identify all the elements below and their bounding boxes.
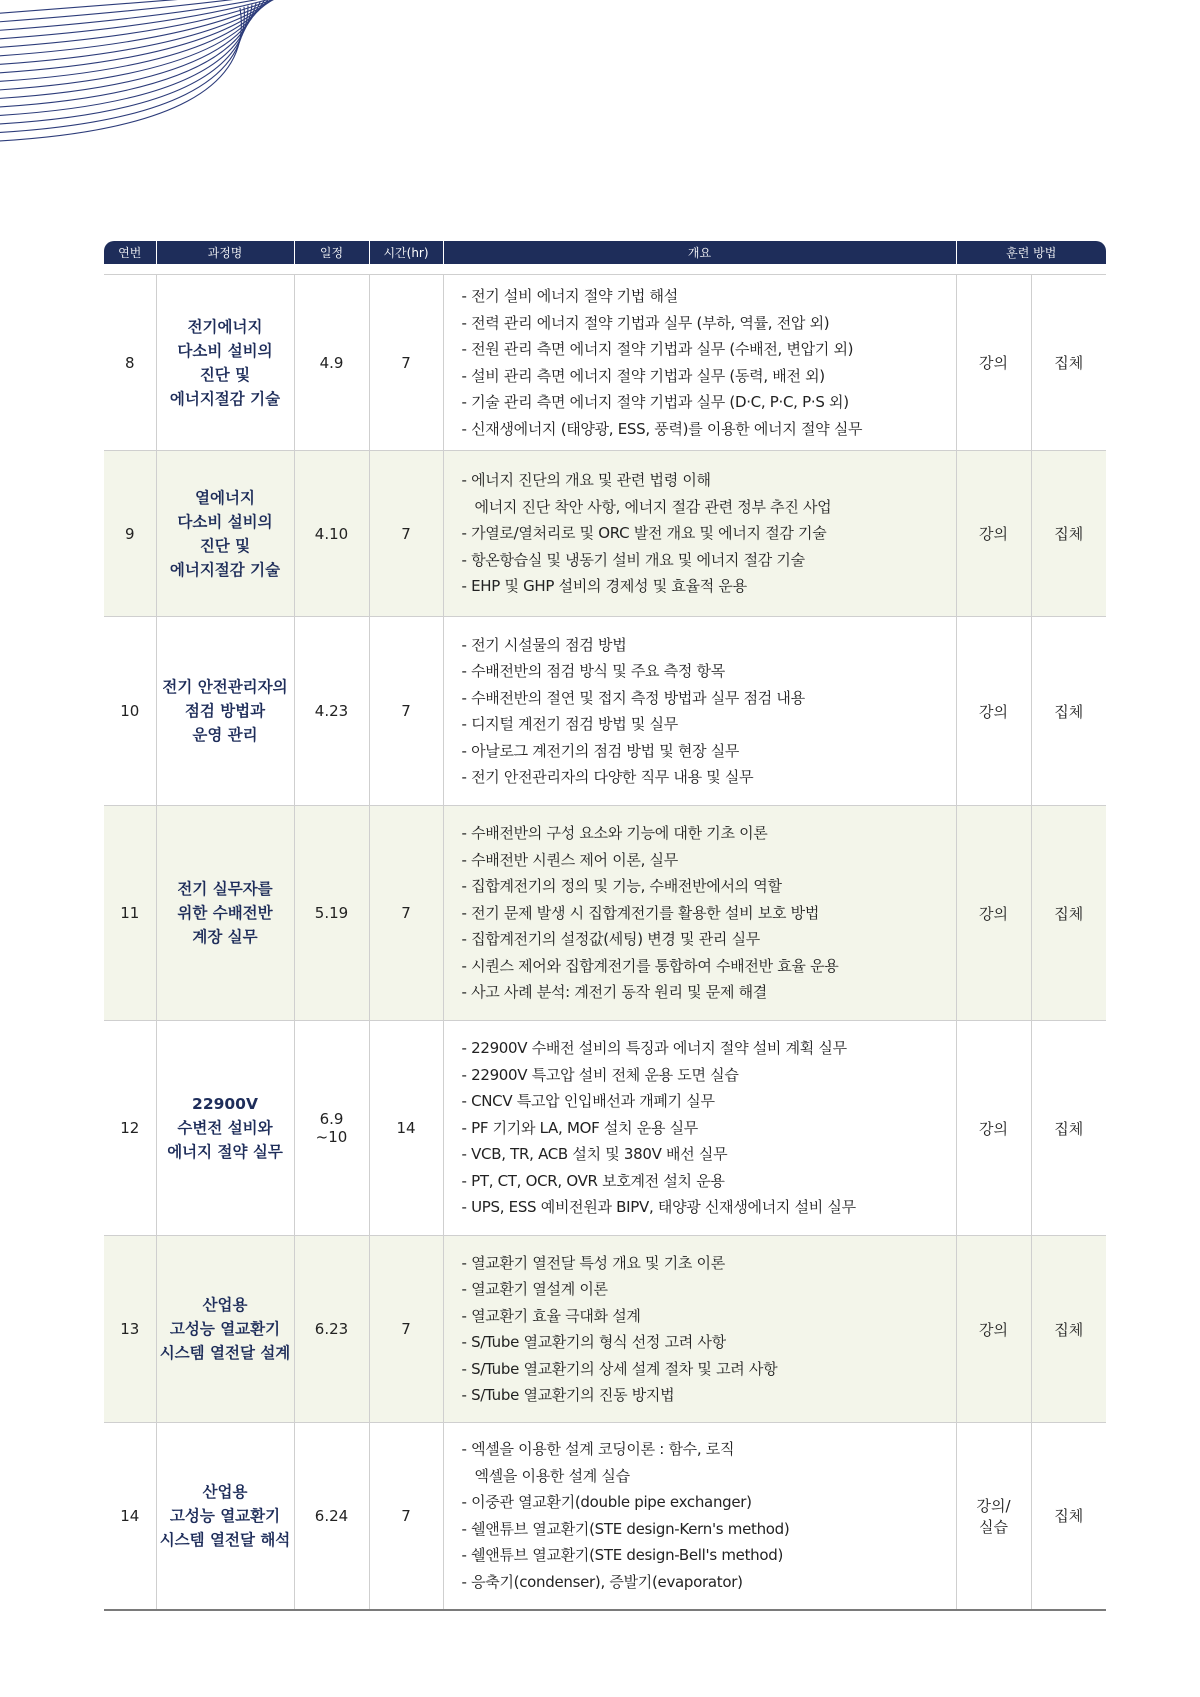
summary-item: - 신재생에너지 (태양광, ESS, 풍력)를 이용한 에너지 절약 실무 [461, 419, 863, 438]
summary-item: - 수배전반의 절연 및 접지 측정 방법과 실무 점검 내용 [461, 688, 805, 707]
course-hours: 7 [369, 1423, 443, 1610]
course-summary [443, 617, 956, 806]
training-method [956, 1021, 1031, 1236]
course-summary [443, 451, 956, 617]
summary-item: - 22900V 수배전 설비의 특징과 에너지 절약 설비 계획 실무 [461, 1039, 847, 1058]
table-row [104, 1021, 1106, 1236]
course-name-line: 에너지절감 기술 [169, 560, 281, 579]
course-hours: 7 [369, 275, 443, 451]
summary-item: - VCB, TR, ACB 설치 및 380V 배선 실무 [461, 1145, 728, 1164]
schedule-line: 6.24 [314, 1506, 349, 1525]
summary-item: - 전기 시설물의 점검 방법 [461, 635, 627, 654]
course-hours: 7 [369, 1236, 443, 1423]
training-method [956, 451, 1031, 617]
training-type: 집체 [1031, 1236, 1106, 1423]
course-number: 14 [104, 1423, 156, 1610]
training-type: 집체 [1031, 451, 1106, 617]
course-name-line: 고성능 열교환기 [169, 1506, 281, 1525]
training-method [956, 275, 1031, 451]
course-schedule [294, 1021, 369, 1236]
course-name-line: 시스템 열전달 해석 [159, 1530, 291, 1549]
course-name-line: 산업용 [202, 1482, 248, 1501]
schedule-line: 6.9 [319, 1110, 344, 1128]
course-name [156, 451, 294, 617]
course-name-line: 수변전 설비와 [177, 1119, 273, 1137]
schedule-line: ~10 [315, 1128, 348, 1146]
table-row [104, 275, 1106, 451]
summary-item: - 전기 설비 에너지 절약 기법 해설 [461, 287, 678, 305]
training-method [956, 1423, 1031, 1610]
training-method-line: 강의 [979, 904, 1008, 923]
course-hours: 14 [369, 1021, 443, 1236]
summary-item: - 설비 관리 측면 에너지 절약 기법과 실무 (동력, 배전 외) [461, 366, 825, 385]
summary-item: - 쉘앤튜브 열교환기(STE design-Kern's method) [461, 1519, 790, 1538]
course-schedule [294, 451, 369, 617]
training-method-line: 실습 [979, 1517, 1008, 1536]
course-name-line: 다소비 설비의 [177, 341, 273, 360]
summary-item: - 시퀀스 제어와 집합계전기를 통합하여 수배전반 효율 운용 [461, 956, 839, 975]
course-name-line: 다소비 설비의 [177, 512, 273, 531]
decorative-curve [0, 4, 252, 116]
course-name-line: 점검 방법과 [184, 702, 266, 720]
training-method [956, 617, 1031, 806]
course-name-line: 전기 실무자를 [177, 880, 273, 898]
summary-item: - 22900V 특고압 설비 전체 운용 도면 실습 [461, 1065, 739, 1084]
course-schedule-table [104, 241, 1106, 1611]
summary-item: - 항온항습실 및 냉동기 설비 개요 및 에너지 절감 기술 [461, 550, 805, 569]
training-type: 집체 [1031, 1021, 1106, 1236]
schedule-line: 6.23 [314, 1320, 349, 1338]
course-number: 11 [104, 806, 156, 1021]
course-summary [443, 806, 956, 1021]
schedule-line: 4.9 [319, 353, 344, 372]
course-schedule [294, 617, 369, 806]
course-name-line: 운영 관리 [192, 726, 258, 744]
course-schedule [294, 806, 369, 1021]
schedule-line: 4.10 [314, 524, 349, 543]
training-method-line: 강의 [979, 1320, 1008, 1339]
course-hours: 7 [369, 806, 443, 1021]
summary-item: - 열교환기 열설계 이론 [461, 1280, 608, 1298]
summary-item: - 디지털 계전기 점검 방법 및 실무 [461, 715, 678, 733]
summary-item: - PT, CT, OCR, OVR 보호계전 설치 운용 [461, 1171, 725, 1190]
training-method-line: 강의 [979, 1119, 1008, 1138]
summary-item: 에너지 진단 착안 사항, 에너지 절감 관련 정부 추진 사업 [474, 497, 832, 516]
summary-item: - S/Tube 열교환기의 상세 설계 절차 및 고려 사항 [461, 1359, 778, 1378]
summary-item: - S/Tube 열교환기의 형식 선정 고려 사항 [461, 1333, 726, 1351]
course-schedule [294, 1236, 369, 1423]
course-name-line: 산업용 [202, 1296, 248, 1314]
summary-item: - 수배전반의 점검 방식 및 주요 측정 항목 [461, 662, 725, 680]
course-name-line: 시스템 열전달 설계 [159, 1344, 291, 1362]
table-row [104, 1423, 1106, 1610]
course-schedule [294, 275, 369, 451]
header-schedule: 일정 [294, 241, 369, 264]
header-summary: 개요 [443, 241, 956, 264]
header-spacer [104, 264, 1106, 275]
summary-item: - 집합계전기의 설정값(세팅) 변경 및 관리 실무 [461, 930, 760, 949]
course-name [156, 1236, 294, 1423]
training-type: 집체 [1031, 1423, 1106, 1610]
header-training-method: 훈련 방법 [956, 241, 1106, 264]
summary-item: - 전기 문제 발생 시 집합계전기를 활용한 설비 보호 방법 [461, 903, 820, 922]
summary-item: - UPS, ESS 예비전원과 BIPV, 태양광 신재생에너지 설비 실무 [461, 1198, 856, 1217]
header-course-name: 과정명 [156, 241, 294, 264]
summary-item: - 전력 관리 에너지 절약 기법과 실무 (부하, 역률, 전압 외) [461, 313, 830, 332]
course-name [156, 617, 294, 806]
summary-item: - EHP 및 GHP 설비의 경제성 및 효율적 운용 [461, 577, 747, 596]
summary-item: - 엑셀을 이용한 설계 코딩이론 : 함수, 로직 [461, 1440, 735, 1459]
table-row [104, 1236, 1106, 1423]
course-hours: 7 [369, 617, 443, 806]
course-number: 12 [104, 1021, 156, 1236]
course-summary [443, 275, 956, 451]
course-number: 13 [104, 1236, 156, 1423]
course-name-line: 위한 수배전반 [177, 904, 273, 922]
course-name-line: 고성능 열교환기 [169, 1320, 281, 1338]
training-method [956, 1236, 1031, 1423]
course-summary [443, 1236, 956, 1423]
course-name [156, 806, 294, 1021]
course-name-line: 에너지 절약 실무 [167, 1143, 283, 1161]
summary-item: - CNCV 특고압 인입배선과 개폐기 실무 [461, 1092, 715, 1111]
course-number: 9 [104, 451, 156, 617]
schedule-line: 4.23 [314, 702, 349, 720]
course-hours: 7 [369, 451, 443, 617]
summary-item: - 전원 관리 측면 에너지 절약 기법과 실무 (수배전, 변압기 외) [461, 340, 854, 358]
course-name-line: 진단 및 [199, 365, 251, 384]
training-type: 집체 [1031, 806, 1106, 1021]
course-name-line: 전기 안전관리자의 [162, 678, 288, 696]
training-method-line: 강의 [979, 354, 1008, 372]
summary-item: - 열교환기 효율 극대화 설계 [461, 1306, 641, 1325]
summary-item: - 전기 안전관리자의 다양한 직무 내용 및 실무 [461, 768, 754, 786]
table-body [104, 264, 1106, 1610]
table-row [104, 806, 1106, 1021]
course-schedule [294, 1423, 369, 1610]
table-row [104, 451, 1106, 617]
summary-item: - 사고 사례 분석: 계전기 동작 원리 및 문제 해결 [461, 983, 768, 1002]
course-name-line: 진단 및 [199, 536, 251, 555]
training-type: 집체 [1031, 275, 1106, 451]
summary-item: - 에너지 진단의 개요 및 관련 법령 이해 [461, 471, 711, 490]
training-type: 집체 [1031, 617, 1106, 806]
training-method-line: 강의 [979, 702, 1008, 721]
course-name [156, 275, 294, 451]
summary-item: - 집합계전기의 정의 및 기능, 수배전반에서의 역할 [461, 877, 782, 896]
course-name [156, 1021, 294, 1236]
decorative-curve [0, 2, 260, 99]
course-name-line: 에너지절감 기술 [169, 389, 281, 408]
decorative-curve [0, 0, 288, 40]
header-hours: 시간(hr) [369, 241, 443, 264]
course-number: 8 [104, 275, 156, 451]
summary-item: - 열교환기 열전달 특성 개요 및 기초 이론 [461, 1253, 725, 1272]
course-name-line: 전기에너지 [187, 317, 263, 336]
course-name-line: 22900V [192, 1095, 258, 1113]
summary-item: 엑셀을 이용한 설계 실습 [474, 1466, 630, 1485]
summary-item: - 기술 관리 측면 에너지 절약 기법과 실무 (D·C, P·C, P·S 외) [461, 393, 849, 411]
course-summary [443, 1021, 956, 1236]
summary-item: - 쉘앤튜브 열교환기(STE design-Bell's method) [461, 1546, 784, 1565]
course-name-line: 계장 실무 [192, 928, 258, 946]
schedule-line: 5.19 [314, 904, 349, 922]
table-row [104, 617, 1106, 806]
summary-item: - 아날로그 계전기의 점검 방법 및 현장 실무 [461, 741, 740, 760]
decorative-curve-lines [0, 0, 340, 160]
course-summary [443, 1423, 956, 1610]
training-method-line: 강의/ [976, 1496, 1011, 1515]
summary-item: - 가열로/열처리로 및 ORC 발전 개요 및 에너지 절감 기술 [461, 524, 827, 543]
summary-item: - PF 기기와 LA, MOF 설치 운용 실무 [461, 1118, 698, 1137]
course-name-line: 열에너지 [195, 488, 255, 507]
summary-item: - 이중관 열교환기(double pipe exchanger) [461, 1493, 752, 1512]
training-method [956, 806, 1031, 1021]
course-name [156, 1423, 294, 1610]
header-number: 연번 [104, 241, 156, 264]
table-header [104, 241, 1106, 264]
training-method-line: 강의 [979, 525, 1008, 543]
summary-item: - 응축기(condenser), 증발기(evaporator) [461, 1572, 743, 1591]
course-number: 10 [104, 617, 156, 806]
summary-item: - 수배전반 시퀀스 제어 이론, 실무 [461, 850, 678, 869]
decorative-curve [0, 1, 264, 91]
summary-item: - 수배전반의 구성 요소와 기능에 대한 기초 이론 [461, 824, 768, 843]
summary-item: - S/Tube 열교환기의 진동 방지법 [461, 1386, 675, 1404]
